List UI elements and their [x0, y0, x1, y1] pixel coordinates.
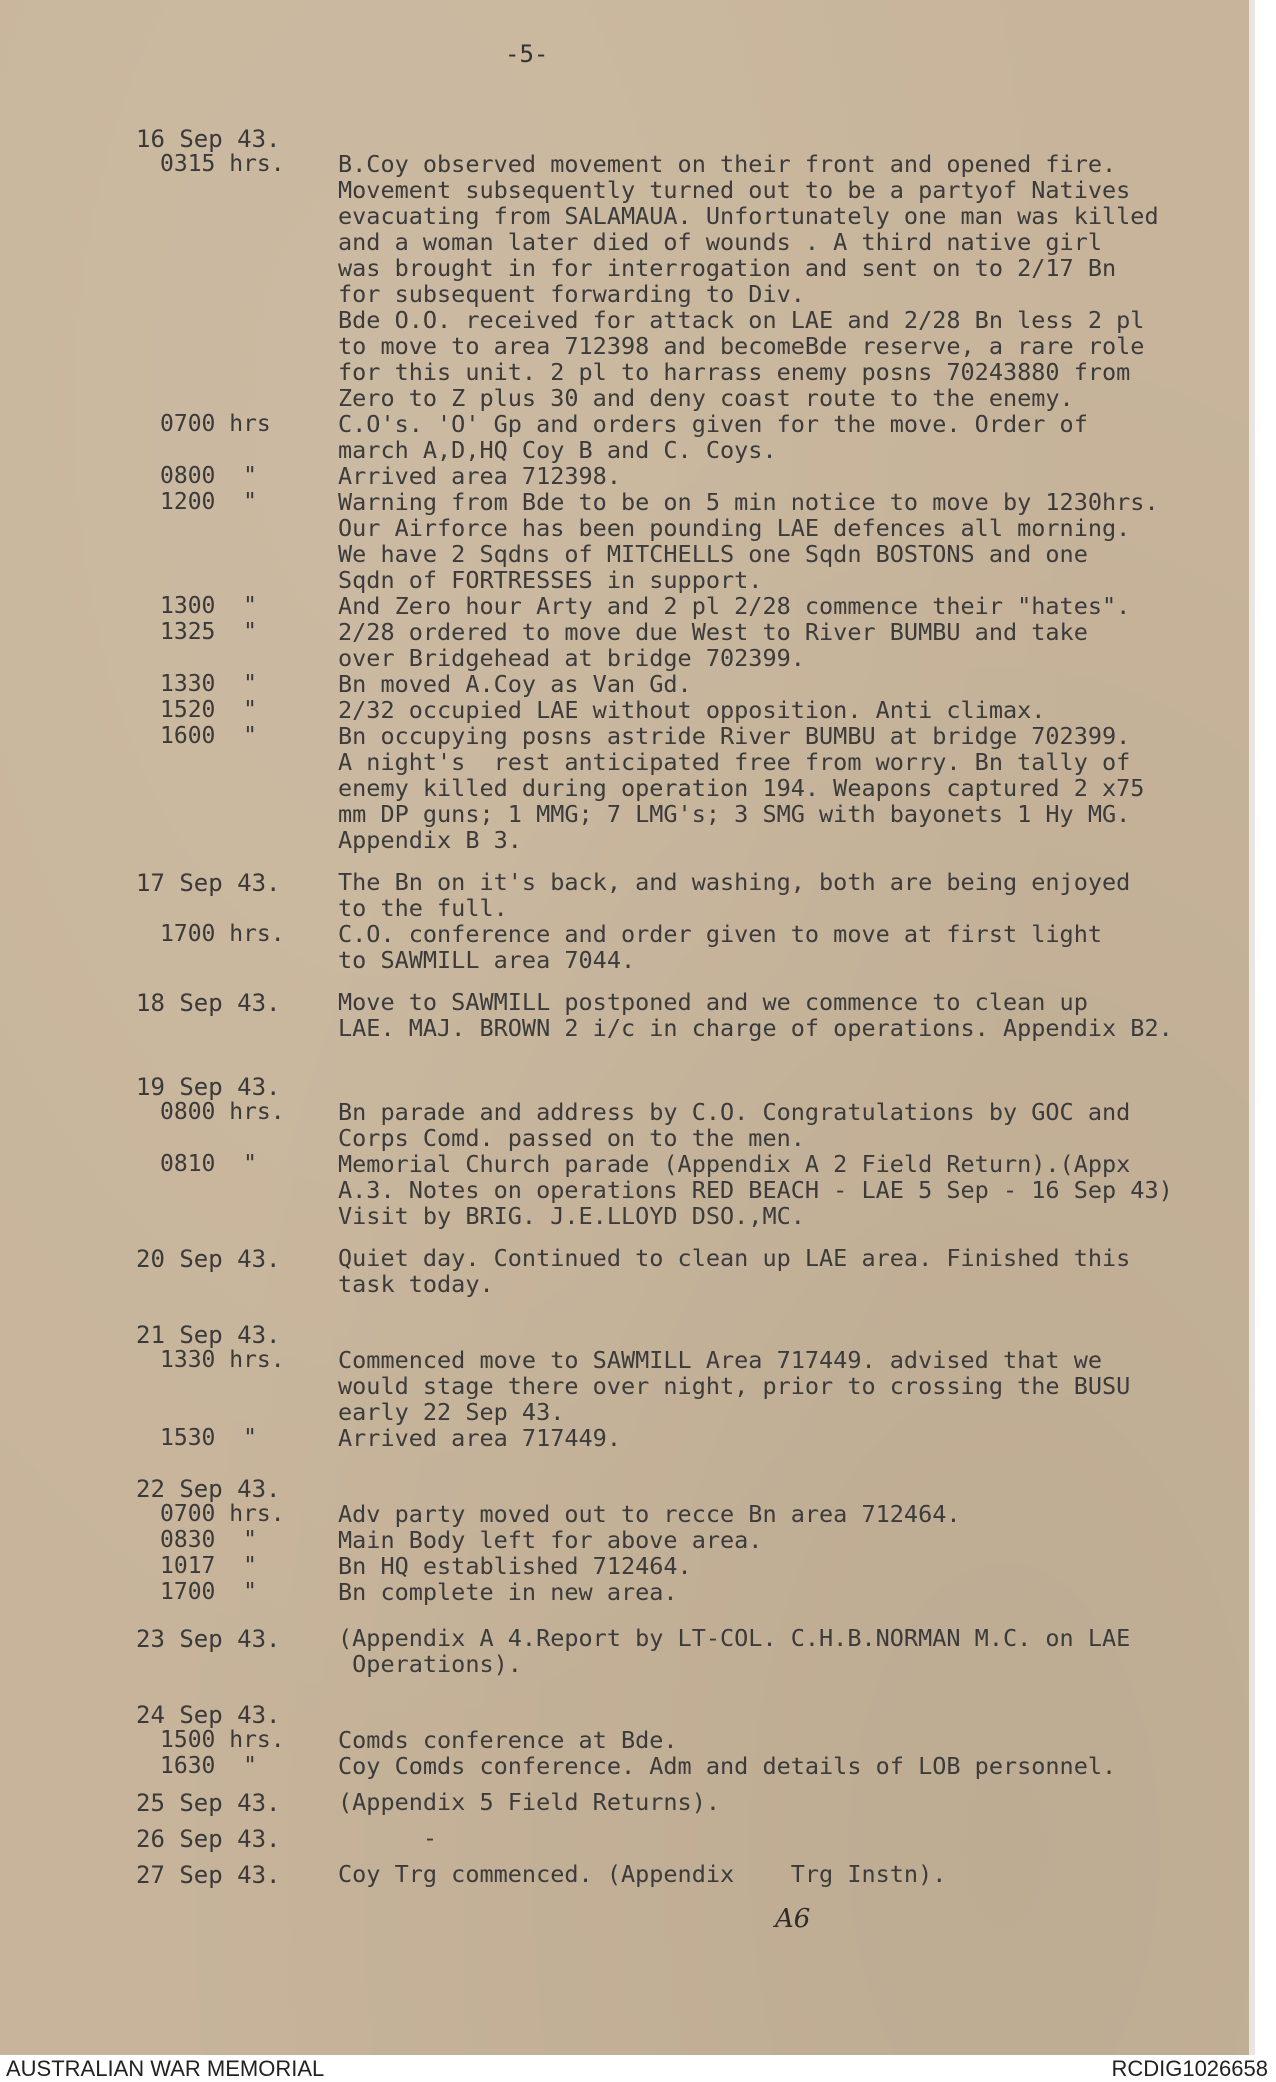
entry-line — [0, 437, 1255, 463]
entry-text: evacuating from SALAMAUA. Unfortunately one man was killed — [338, 202, 1159, 230]
entry-line — [0, 697, 1255, 723]
entry-date: 16 Sep 43. — [136, 125, 281, 153]
entry-line — [0, 1753, 1255, 1779]
entry-line — [0, 385, 1255, 411]
entry-line — [0, 895, 1255, 921]
entry-text: for subsequent forwarding to Div. — [338, 280, 805, 308]
entry-text: Arrived area 717449. — [338, 1424, 621, 1452]
diary-entry — [0, 1321, 1255, 1475]
diary-entry — [0, 989, 1255, 1073]
entry-time: 0800 " — [160, 463, 257, 489]
entry-text: The Bn on it's back, and washing, both are being enjoyed — [338, 868, 1131, 896]
entry-time: 1600 " — [160, 723, 257, 749]
entry-text: task today. — [338, 1270, 494, 1298]
entry-line — [0, 489, 1255, 515]
entry-line — [0, 307, 1255, 333]
entry-time: 1200 " — [160, 489, 257, 515]
entry-line — [0, 333, 1255, 359]
entry-text: Movement subsequently turned out to be a partyof Natives — [338, 176, 1131, 204]
entry-time: 1700 hrs. — [160, 921, 285, 947]
entry-line — [0, 1399, 1255, 1425]
entry-line — [0, 1553, 1255, 1579]
handwritten-annotation: A6 — [775, 1904, 811, 1934]
entry-text: We have 2 Sqdns of MITCHELLS one Sqdn BOSTONS and one — [338, 540, 1088, 568]
entry-line — [0, 567, 1255, 593]
entry-time: 0830 " — [160, 1527, 257, 1553]
entry-text: Move to SAWMILL postponed and we commence to clean up — [338, 988, 1088, 1016]
entry-line — [0, 921, 1255, 947]
entry-text: to move to area 712398 and becomeBde reserve, a rare role — [338, 332, 1145, 360]
entry-time: 1530 " — [160, 1425, 257, 1451]
entry-time: 0800 hrs. — [160, 1099, 285, 1125]
entry-line — [0, 593, 1255, 619]
entry-text: Bn occupying posns astride River BUMBU at bridge 702399. — [338, 722, 1131, 750]
diary-entry — [0, 125, 1255, 869]
entry-line — [0, 463, 1255, 489]
page-number: -5- — [505, 40, 549, 68]
entry-line — [0, 1579, 1255, 1605]
entry-line — [0, 1861, 1255, 1887]
archive-footer — [0, 2055, 1276, 2081]
entry-line — [0, 1347, 1255, 1373]
entry-date: 18 Sep 43. — [136, 989, 281, 1017]
entry-line — [0, 1099, 1255, 1125]
entry-text: march A,D,HQ Coy B and C. Coys. — [338, 436, 777, 464]
entry-text: Our Airforce has been pounding LAE defences all morning. — [338, 514, 1131, 542]
entry-date: 26 Sep 43. — [136, 1825, 281, 1853]
entry-text: Memorial Church parade (Appendix A 2 Field Return).(Appx — [338, 1150, 1131, 1178]
entry-text: 2/28 ordered to move due West to River BUMBU and take — [338, 618, 1088, 646]
entry-text: Bde O.O. received for attack on LAE and 2/28 Bn less 2 pl — [338, 306, 1145, 334]
entry-text: Appendix B 3. — [338, 826, 522, 854]
entry-text: for this unit. 2 pl to harrass enemy posns 70243880 from — [338, 358, 1131, 386]
entry-line — [0, 255, 1255, 281]
entry-text: Main Body left for above area. — [338, 1526, 763, 1554]
entry-line — [0, 723, 1255, 749]
entry-line — [0, 645, 1255, 671]
diary-entry — [0, 1789, 1255, 1825]
entry-line — [0, 411, 1255, 437]
entry-line — [0, 177, 1255, 203]
entry-text: mm DP guns; 1 MMG; 7 LMG's; 3 SMG with bayonets 1 Hy MG. — [338, 800, 1131, 828]
entry-line — [0, 1501, 1255, 1527]
entry-date: 22 Sep 43. — [136, 1475, 281, 1503]
footer-archive-name: AUSTRALIAN WAR MEMORIAL — [6, 2056, 325, 2081]
entry-line — [0, 541, 1255, 567]
entry-text: enemy killed during operation 194. Weapons captured 2 x75 — [338, 774, 1145, 802]
entry-text: Arrived area 712398. — [338, 462, 621, 490]
entry-text: Coy Trg commenced. (Appendix Trg Instn). — [338, 1860, 947, 1888]
entry-line — [0, 947, 1255, 973]
entry-text: Operations). — [338, 1650, 522, 1678]
diary-entry — [0, 1825, 1255, 1861]
entry-time: 0700 hrs — [160, 411, 271, 437]
diary-entry — [0, 1701, 1255, 1789]
entry-text: C.O's. 'O' Gp and orders given for the move. Order of — [338, 410, 1088, 438]
entry-time: 1500 hrs. — [160, 1727, 285, 1753]
diary-entry — [0, 1625, 1255, 1701]
entry-date: 20 Sep 43. — [136, 1245, 281, 1273]
entry-line — [0, 775, 1255, 801]
entry-line — [0, 229, 1255, 255]
entry-text: Bn parade and address by C.O. Congratulations by GOC and — [338, 1098, 1131, 1126]
entry-time: 1330 hrs. — [160, 1347, 285, 1373]
entry-text: over Bridgehead at bridge 702399. — [338, 644, 805, 672]
entry-time: 1017 " — [160, 1553, 257, 1579]
entry-line — [0, 1425, 1255, 1451]
entry-text: and a woman later died of wounds . A third native girl — [338, 228, 1103, 256]
entry-text: (Appendix A 4.Report by LT-COL. C.H.B.NORMAN M.C. on LAE — [338, 1624, 1131, 1652]
entry-text: to the full. — [338, 894, 508, 922]
diary-entry — [0, 1073, 1255, 1245]
entry-line — [0, 749, 1255, 775]
entry-text: early 22 Sep 43. — [338, 1398, 565, 1426]
entry-line — [0, 1651, 1255, 1677]
entry-line — [0, 151, 1255, 177]
entry-date: 25 Sep 43. — [136, 1789, 281, 1817]
entry-line — [0, 1271, 1255, 1297]
entry-text: Corps Comd. passed on to the men. — [338, 1124, 805, 1152]
entry-line — [0, 1177, 1255, 1203]
entry-text: Commenced move to SAWMILL Area 717449. advised that we — [338, 1346, 1103, 1374]
entry-text: C.O. conference and order given to move at first light — [338, 920, 1103, 948]
entry-line — [0, 1825, 1255, 1851]
entry-line — [0, 1015, 1255, 1041]
entry-line — [0, 515, 1255, 541]
entry-line — [0, 827, 1255, 853]
entry-line — [0, 1625, 1255, 1651]
entry-text: Bn moved A.Coy as Van Gd. — [338, 670, 692, 698]
diary-entry — [0, 1861, 1255, 1899]
entry-date: 27 Sep 43. — [136, 1861, 281, 1889]
entry-text: Adv party moved out to recce Bn area 712464. — [338, 1500, 961, 1528]
entry-text: Bn HQ established 712464. — [338, 1552, 692, 1580]
entry-text: LAE. MAJ. BROWN 2 i/c in charge of operations. Appendix B2. — [338, 1014, 1173, 1042]
diary-entry — [0, 1475, 1255, 1625]
entry-text: Warning from Bde to be on 5 min notice to move by 1230hrs. — [338, 488, 1159, 516]
entry-line — [0, 1203, 1255, 1229]
entry-text: A night's rest anticipated free from worry. Bn tally of — [338, 748, 1131, 776]
entry-time: 1700 " — [160, 1579, 257, 1605]
entry-line — [0, 1727, 1255, 1753]
entry-time: 0315 hrs. — [160, 151, 285, 177]
entry-line — [0, 359, 1255, 385]
diary-entries — [0, 125, 1255, 1899]
entry-time: 0810 " — [160, 1151, 257, 1177]
entry-line — [0, 1125, 1255, 1151]
entry-date: 24 Sep 43. — [136, 1701, 281, 1729]
entry-date: 23 Sep 43. — [136, 1625, 281, 1653]
entry-text: And Zero hour Arty and 2 pl 2/28 commence their "hates". — [338, 592, 1131, 620]
entry-line — [0, 281, 1255, 307]
entry-time: 1325 " — [160, 619, 257, 645]
entry-text: 2/32 occupied LAE without opposition. Anti climax. — [338, 696, 1046, 724]
entry-text: Bn complete in new area. — [338, 1578, 678, 1606]
entry-time: 1520 " — [160, 697, 257, 723]
entry-line — [0, 1245, 1255, 1271]
entry-text: Comds conference at Bde. — [338, 1726, 678, 1754]
diary-entry — [0, 1245, 1255, 1321]
diary-entry — [0, 869, 1255, 989]
entry-line — [0, 619, 1255, 645]
entry-line — [0, 1527, 1255, 1553]
footer-record-id: RCDIG1026658 — [1111, 2056, 1268, 2081]
entry-time: 1300 " — [160, 593, 257, 619]
entry-text: (Appendix 5 Field Returns). — [338, 1788, 721, 1816]
entry-text: was brought in for interrogation and sent on to 2/17 Bn — [338, 254, 1117, 282]
entry-line — [0, 1789, 1255, 1815]
entry-time: 0700 hrs. — [160, 1501, 285, 1527]
entry-date: 17 Sep 43. — [136, 869, 281, 897]
entry-text: - — [338, 1824, 438, 1852]
entry-text: A.3. Notes on operations RED BEACH - LAE 5 Sep - 16 Sep 43) — [338, 1176, 1173, 1204]
entry-time: 1630 " — [160, 1753, 257, 1779]
entry-text: to SAWMILL area 7044. — [338, 946, 636, 974]
entry-text: would stage there over night, prior to crossing the BUSU — [338, 1372, 1131, 1400]
entry-line — [0, 1373, 1255, 1399]
entry-line — [0, 671, 1255, 697]
entry-text: Sqdn of FORTRESSES in support. — [338, 566, 763, 594]
entry-time: 1330 " — [160, 671, 257, 697]
entry-text: Zero to Z plus 30 and deny coast route to the enemy. — [338, 384, 1074, 412]
entry-text: Visit by BRIG. J.E.LLOYD DSO.,MC. — [338, 1202, 805, 1230]
entry-text: B.Coy observed movement on their front and opened fire. — [338, 150, 1117, 178]
entry-line — [0, 1151, 1255, 1177]
entry-line — [0, 989, 1255, 1015]
entry-text: Coy Comds conference. Adm and details of LOB personnel. — [338, 1752, 1117, 1780]
entry-text: Quiet day. Continued to clean up LAE area. Finished this — [338, 1244, 1131, 1272]
entry-date: 19 Sep 43. — [136, 1073, 281, 1101]
entry-line — [0, 869, 1255, 895]
entry-line — [0, 801, 1255, 827]
entry-date: 21 Sep 43. — [136, 1321, 281, 1349]
entry-line — [0, 203, 1255, 229]
